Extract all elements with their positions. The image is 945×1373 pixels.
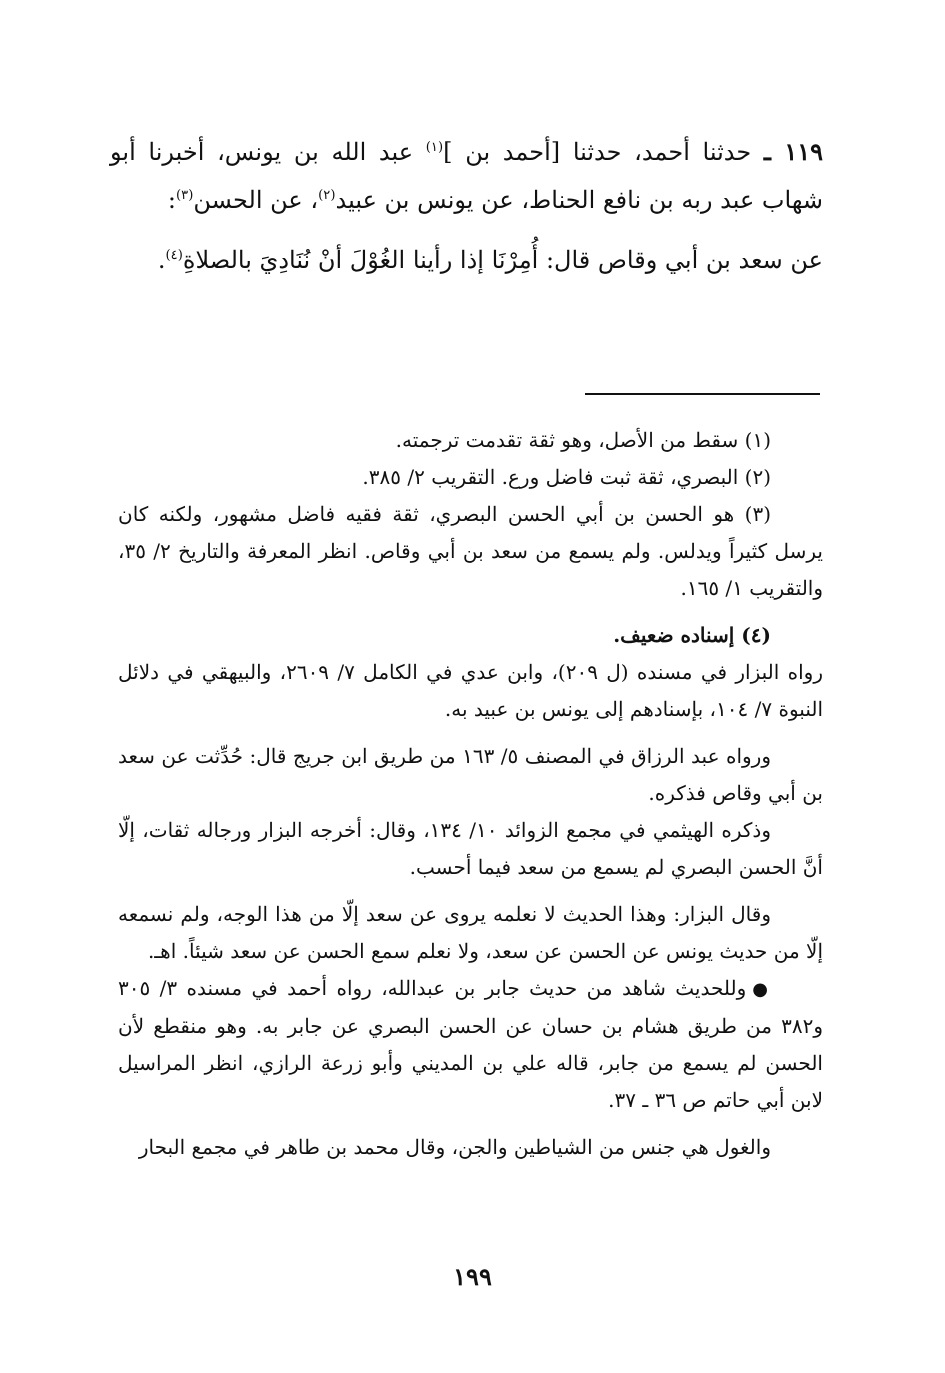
matn-end: . [157, 246, 166, 274]
isnad-part-3: ، عن الحسن [193, 186, 319, 214]
isnad-part-2: عبد الله بن يونس، أخبرنا أبو شهاب عبد ربه بن نافع الحناط، عن يونس بن عبيد [110, 138, 823, 214]
isnad-part-1: حدثنا أحمد، حدثنا [أحمد بن ] [443, 138, 752, 166]
footnote-4-paragraph-2: ورواه عبد الرزاق في المصنف ٥/ ١٦٣ من طريق ابن جريج قال: حُدِّثت عن سعد بن أبي وقاص فذكره. [118, 744, 823, 805]
footnote-4-paragraph-6: والغول هي جنس من الشياطين والجن، وقال محمد بن طاهر في مجمع البحار [138, 1135, 771, 1159]
footnote-ref-3[interactable]: (٣) [175, 188, 194, 203]
footnote-divider [585, 393, 820, 395]
footnotes-section [118, 422, 823, 1166]
footnote-4-paragraph-3: وذكره الهيثمي في مجمع الزوائد ١٠/ ١٣٤، وقال: أخرجه البزار ورجاله ثقات، إلّا أنَّ الحسن البصري لم يسمع من سعد فيما أحسب. [118, 818, 823, 879]
hadith-number: ١١٩ ـ [763, 137, 823, 166]
footnote-4-paragraph-5-text: وللحديث شاهد من حديث جابر بن عبدالله، رواه أحمد في مسنده ٣/ ٣٠٥ و٣٨٢ من طريق هشام بن حسان عن الحسن البصري عن جابر به. وهو منقطع لأن الحسن لم يسمع من جابر، قاله علي بن المديني وأبو زرعة الرازي، انظر المراسيل لابن أبي حاتم ص ٣٦ ـ ٣٧. [118, 976, 823, 1112]
isnad-part-4: : [167, 186, 176, 214]
footnote-1: (١) سقط من الأصل، وهو ثقة تقدمت ترجمته. [395, 428, 771, 452]
footnote-3: (٣) هو الحسن بن أبي الحسن البصري، ثقة فقيه فاضل مشهور، ولكنه كان يرسل كثيراً ويدلس. ولم يسمع من سعد بن أبي وقاص. انظر المعرفة والتاريخ ٢/ ٣٥، والتقريب ١/ ١٦٥. [118, 502, 823, 600]
page-number: ١٩٩ [453, 1262, 492, 1291]
hadith-matn [110, 236, 823, 284]
footnote-4-paragraph-4: وقال البزار: وهذا الحديث لا نعلمه يروى عن سعد إلّا من هذا الوجه، ولم نسمعه إلّا من حديث يونس عن الحسن عن سعد، ولا نعلم سمع الحسن عن سعد شيئاً. اهـ. [118, 902, 823, 963]
footnote-2: (٢) البصري، ثقة ثبت فاضل ورع. التقريب ٢/ ٣٨٥. [362, 465, 771, 489]
hadith-isnad [110, 128, 823, 224]
footnote-ref-4[interactable]: (٤) [165, 248, 183, 263]
footnote-4-heading: (٤) إسناده ضعيف. [613, 623, 771, 647]
matn-text: عن سعد بن أبي وقاص قال: أُمِرْنَا إذا رأينا الغُوْلَ أنْ نُنَادِيَ بالصلاةِ [182, 246, 823, 274]
bullet-icon: ● [752, 979, 771, 1000]
footnote-4-paragraph-5 [118, 970, 823, 1119]
hadith-text [110, 128, 823, 284]
footnote-4-paragraph-1: رواه البزار في مسنده (ل ٢٠٩)، وابن عدي في الكامل ٧/ ٢٦٠٩، والبيهقي في دلائل النبوة ٧/ ١٠٤، بإسنادهم إلى يونس بن عبيد به. [118, 660, 823, 721]
footnote-ref-1[interactable]: (١) [425, 140, 444, 155]
footnote-ref-2[interactable]: (٢) [318, 188, 336, 203]
